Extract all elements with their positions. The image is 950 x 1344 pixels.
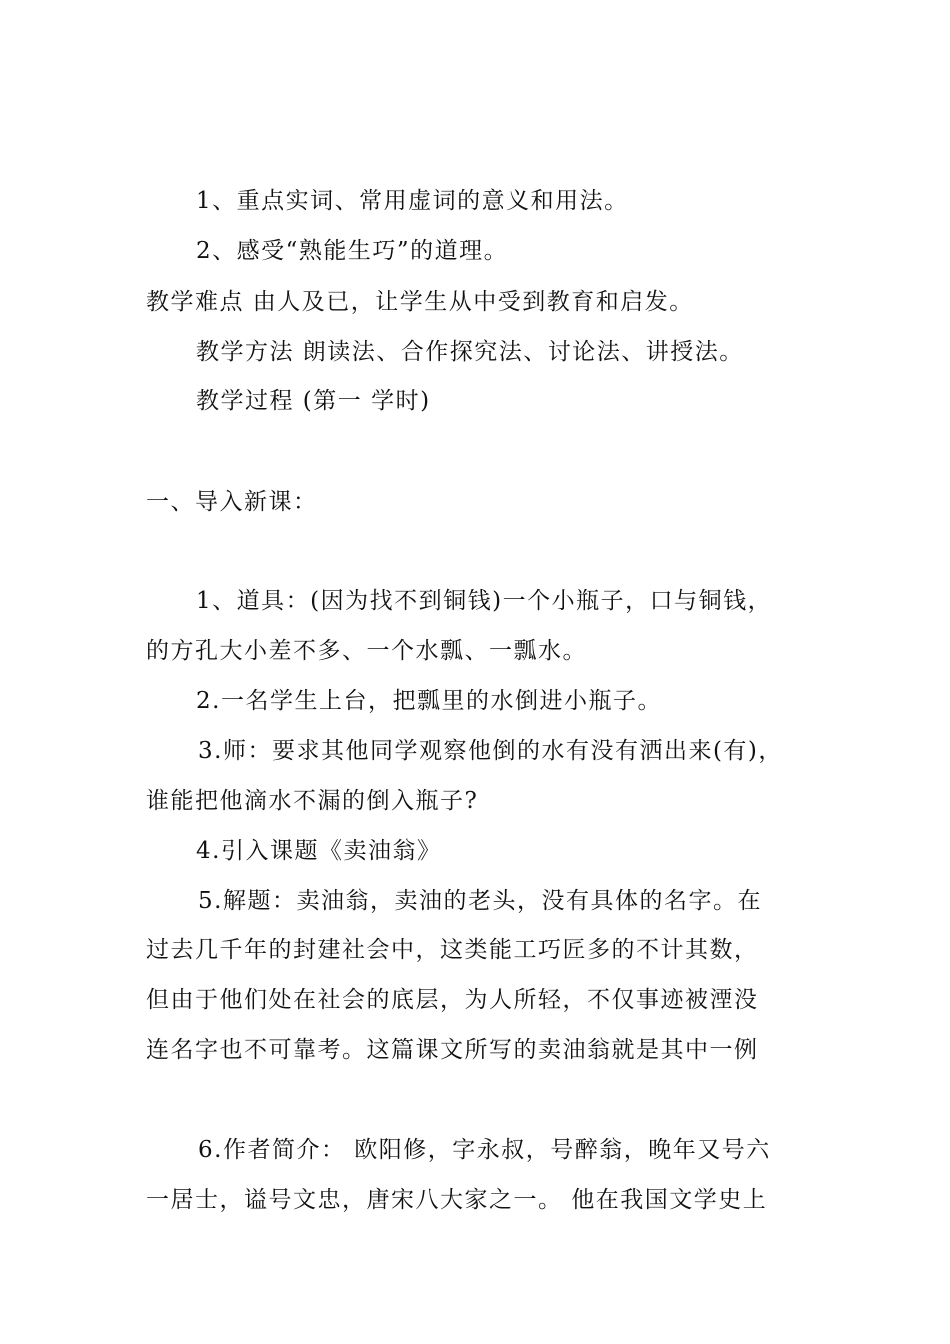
paragraph-line: 谁能把他滴水不漏的倒入瓶子? [146, 788, 479, 814]
paragraph-line: 4.引入课题《卖油翁》 [196, 838, 442, 864]
paragraph-line: 2.一名学生上台，把瓢里的水倒进小瓶子。 [196, 688, 662, 714]
paragraph-line: 过去几千年的封建社会中，这类能工巧匠多的不计其数， [146, 937, 759, 963]
paragraph-line: 6.作者简介： 欧阳修，字永叔，号醉翁，晚年又号六 [198, 1137, 771, 1163]
paragraph-line: 连名字也不可靠考。这篇课文所写的卖油翁就是其中一例 [146, 1037, 759, 1063]
teaching-method: 教学方法 朗读法、合作探究法、讨论法、讲授法。 [196, 339, 744, 365]
paragraph-line: 1、道具：(因为找不到铜钱)一个小瓶子，口与铜钱， [196, 588, 773, 614]
paragraph-line: 一居士，谥号文忠，唐宋八大家之一。 他在我国文学史上 [146, 1187, 768, 1213]
section-heading-intro: 一、导入新课： [146, 489, 318, 515]
paragraph-line: 3.师：要求其他同学观察他倒的水有没有洒出来(有)， [198, 738, 783, 764]
objective-line-2: 2、感受“熟能生巧”的道理。 [196, 238, 509, 264]
paragraph-line: 但由于他们处在社会的底层，为人所轻，不仅事迹被湮没 [146, 987, 759, 1013]
teaching-process-heading: 教学过程 (第一 学时) [196, 388, 431, 414]
paragraph-line: 的方孔大小差不多、一个水瓢、一瓢水。 [146, 638, 587, 664]
objective-line-1: 1、重点实词、常用虚词的意义和用法。 [196, 188, 629, 214]
paragraph-line: 5.解题：卖油翁，卖油的老头，没有具体的名字。在 [198, 888, 762, 914]
teaching-difficulty: 教学难点 由人及已，让学生从中受到教育和启发。 [146, 289, 694, 315]
